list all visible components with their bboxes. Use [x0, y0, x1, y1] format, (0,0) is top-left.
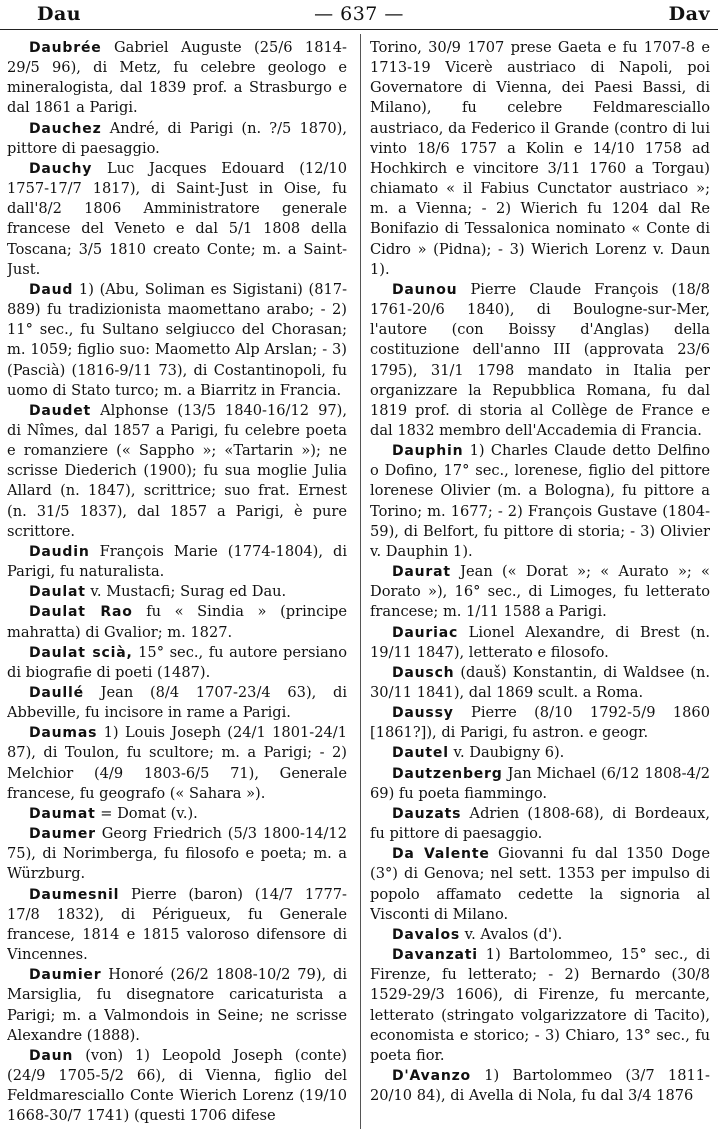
entry-headword: Daud — [29, 281, 74, 298]
dictionary-entry — [370, 764, 710, 804]
entry-headword: Daubrée — [29, 40, 102, 56]
dictionary-entry — [370, 844, 710, 925]
entry-headword: Daumer — [29, 826, 96, 843]
dictionary-entry — [7, 804, 347, 824]
entry-headword: Daumesnil — [29, 886, 120, 903]
entry-headword: Dauchy — [29, 160, 93, 177]
dictionary-entry — [370, 804, 710, 844]
entry-text: Pierre (8/10 1792-5/9 1860 [1861?]), di Parigi, fu astron. e geogr. — [370, 704, 710, 742]
dictionary-entry — [7, 885, 347, 966]
entry-headword: Dautel — [392, 745, 449, 762]
entry-text: Pierre Claude François (18/8 1761-20/6 1840), di Boulogne-sur-Mer, l'autore (con Boissy d'Anglas) della costituzione dell'anno III (approvata 23/6 1795), 31/1 1798 mandato in Italia per organizzare la Repubblica Romana, fu dal 1819 prof. di storia al Collège de France e dal 1832 membro dell'Accademia di Francia. — [370, 280, 710, 439]
dictionary-entry — [370, 280, 710, 441]
dictionary-entry — [7, 602, 347, 642]
entry-headword: Daulat Rao — [29, 604, 133, 621]
entry-text: Lionel Alexandre, di Brest (n. 19/11 1847), letterato e filosofo. — [370, 623, 710, 661]
entry-headword: Daudin — [29, 543, 90, 560]
entry-headword: Daunou — [392, 281, 458, 298]
page-header — [0, 0, 718, 30]
entry-headword: Daumat — [29, 805, 96, 822]
entry-headword: Daumas — [29, 725, 98, 742]
dictionary-entry — [370, 562, 710, 622]
dictionary-entry — [7, 723, 347, 804]
entry-headword: Daudet — [29, 402, 92, 419]
dictionary-entry — [7, 38, 347, 119]
entry-text: (dauš) Konstantin, di Waldsee (n. 30/11 1841), dal 1869 scult. a Roma. — [370, 663, 710, 701]
entry-text: Torino, 30/9 1707 prese Gaeta e fu 1707-8 e 1713-19 Vicerè austriaco di Napoli, poi Governatore di Vienna, dei Paesi Bassi, di Milano), fu celebre Feldmaresciallo austriaco, da Federico il Grande (contro di lui vinto 18/6 1757 a Kolin e 14/10 1758 ad Hochkirch e vincitore 3/11 1760 a Torgau) chiamato « il Fabius Cunctator austriaco »; m. a Vienna; - 2) Wierich fu 1204 dal Re Bonifazio di Tessalonica nominato « Conte di Cidro » (Pidna); - 3) Wierich Lorenz v. Daun 1). — [370, 39, 710, 278]
entry-headword: Daulat — [29, 584, 86, 601]
dictionary-entry — [370, 441, 710, 562]
dictionary-entry — [370, 38, 710, 280]
entry-text: Adrien (1808-68), di Bordeaux, fu pittore di paesaggio. — [370, 804, 710, 843]
entry-headword: Dauzats — [392, 805, 462, 822]
entry-headword: Daussy — [392, 705, 454, 722]
entry-text: v. Avalos (d'). — [460, 925, 563, 943]
entry-headword: Daun — [29, 1047, 74, 1064]
entry-text: 15° sec., fu autore persiano di biografie di poeti (1487). — [7, 643, 347, 681]
entry-text: Honoré (26/2 1808-10/2 79), di Marsiglia, fu disegnatore caricaturista a Parigi; m. a Valmondois in Seine; ne scrisse Alexandre (1888). — [7, 966, 347, 1044]
dictionary-entry — [7, 824, 347, 884]
dictionary-entry — [7, 965, 347, 1046]
entry-text: François Marie (1774-1804), di Parigi, fu naturalista. — [7, 542, 347, 581]
entry-headword: Daumier — [29, 967, 102, 984]
entry-text: André, di Parigi (n. ?/5 1870), pittore di paesaggio. — [7, 119, 347, 157]
entry-text: 1) Bartolommeo, 15° sec., di Firenze, fu letterato; - 2) Bernardo (30/8 1529-29/3 1606), di Firenze, fu mercante, letterato (stringato volgarizzatore di Tacito), economista e storico; - 3) Chiaro, 13° sec., fu poeta fior. — [370, 946, 710, 1064]
entry-text: Jean (« Dorat »; « Aurato »; « Dorato »), 16° sec., di Limoges, fu letterato francese; m. 1/11 1588 a Parigi. — [370, 563, 710, 621]
entry-headword: Davalos — [392, 926, 460, 943]
entry-text: Jean (8/4 1707-23/4 63), di Abbeville, fu incisore in rame a Parigi. — [7, 684, 347, 722]
entry-text: 1) Louis Joseph (24/1 1801-24/1 87), di Toulon, fu scultore; m. a Parigi; - 2) Melchior (4/9 1803-6/5 71), Generale francese, fu geografo (« Sahara »). — [7, 724, 347, 802]
entry-text: 1) (Abu, Soliman es Sigistani) (817-889) fu tradizionista maomettano arabo; - 2) 11° sec., fu Sultano selgiucco del Chorasan; m. 1059; figlio suo: Maometto Alp Arslan; - 3) (Pascià) (1816-9/11 73), di Costantinopoli, fu uomo di Stato turco; m. a Biarritz in Francia. — [7, 280, 347, 399]
dictionary-entry — [7, 683, 347, 723]
entry-text: 1) Charles Claude detto Delfino o Dofino, 17° sec., lorenese, figlio del pittore lorenese Olivier (m. a Bologna), fu pittore a Torino; m. 1677; - 2) François Gustave (1804-59), di Belfort, fu pittore di storia; - 3) Olivier v. Dauphin 1). — [370, 442, 710, 560]
entry-headword: Daulat scià, — [29, 644, 133, 661]
entry-headword: Dauphin — [392, 443, 464, 460]
left-column — [7, 38, 347, 1128]
entry-headword: Daurat — [392, 564, 451, 581]
dictionary-entry — [370, 703, 710, 743]
dictionary-entry — [7, 542, 347, 582]
entry-text: Jan Michael (6/12 1808-4/2 69) fu poeta fiammingo. — [370, 764, 710, 802]
entry-headword: Dauchez — [29, 120, 102, 137]
entry-headword: Dautzenberg — [392, 765, 503, 782]
entry-text: (von) 1) Leopold Joseph (conte) (24/9 1705-5/2 66), di Vienna, figlio del Feldmaresciallo Conte Wierich Lorenz (19/10 1668-30/7 1741) (questi 1706 difese — [7, 1046, 347, 1125]
entry-headword: Dauriac — [392, 624, 459, 641]
entry-text: Alphonse (13/5 1840-16/12 97), di Nîmes, dal 1857 a Parigi, fu celebre poeta e romanziere (« Sappho »; «Tartarin »); ne scrisse Diederich (1900); fu sua moglie Julia Allard (n. 1847), scrittrice; suo frat. Ernest (n. 31/5 1837), dal 1857 a Parigi, è pure scrittore. — [7, 401, 347, 540]
page-number: — 637 — — [314, 3, 404, 25]
dictionary-entry — [370, 1066, 710, 1106]
entry-headword: Dausch — [392, 664, 455, 681]
entry-text: Gabriel Auguste (25/6 1814-29/5 96), di Metz, fu celebre geologo e mineralogista, dal 1839 prof. a Strasburgo e dal 1861 a Parigi. — [7, 39, 347, 117]
dictionary-entry — [7, 643, 347, 683]
entry-text: Giovanni fu dal 1350 Doge (3°) di Genova; nel sett. 1353 per impulso di popolo affamato cedette la signoria al Visconti di Milano. — [370, 845, 710, 923]
entry-text: Georg Friedrich (5/3 1800-14/12 75), di Norimberga, fu filosofo e poeta; m. a Würzburg. — [7, 825, 347, 883]
dictionary-entry — [7, 582, 347, 602]
entry-headword: Davanzati — [392, 947, 478, 964]
dictionary-entry — [7, 159, 347, 280]
dictionary-entry — [370, 623, 710, 663]
column-divider — [360, 34, 361, 1129]
dictionary-entry — [370, 743, 710, 763]
entry-text: 1) Bartolommeo (3/7 1811-20/10 84), di Avella di Nola, fu dal 3/4 1876 — [370, 1066, 710, 1105]
entry-headword: Daullé — [29, 685, 84, 701]
dictionary-entry — [370, 925, 710, 945]
right-column — [370, 38, 710, 1128]
entry-text: v. Daubigny 6). — [448, 744, 565, 762]
entry-headword: D'Avanzo — [392, 1067, 471, 1084]
running-head-left: Dau — [37, 3, 82, 25]
dictionary-entry — [7, 401, 347, 542]
dictionary-entry — [370, 945, 710, 1066]
entry-text: v. Mustacfi; Surag ed Dau. — [85, 583, 287, 601]
dictionary-entry — [370, 663, 710, 703]
dictionary-entry — [7, 280, 347, 401]
entry-text: fu « Sindia » (principe mahratta) di Gvalior; m. 1827. — [7, 603, 347, 641]
dictionary-entry — [7, 119, 347, 159]
entry-text: = Domat (v.). — [95, 804, 198, 822]
entry-text: Luc Jacques Edouard (12/10 1757-17/7 1817), di Saint-Just in Oise, fu dall'8/2 1806 Amministratore generale francese del Veneto e dal 5/1 1808 della Toscana; 3/5 1810 creato Conte; m. a Saint-Just. — [7, 159, 347, 278]
entry-headword: Da Valente — [392, 846, 490, 863]
dictionary-entry — [7, 1046, 347, 1127]
running-head-right: Dav — [668, 3, 710, 25]
entry-text: Pierre (baron) (14/7 1777-17/8 1832), di Périgueux, fu Generale francese, 1814 e 1815 valoroso difensore di Vincennes. — [7, 885, 347, 964]
